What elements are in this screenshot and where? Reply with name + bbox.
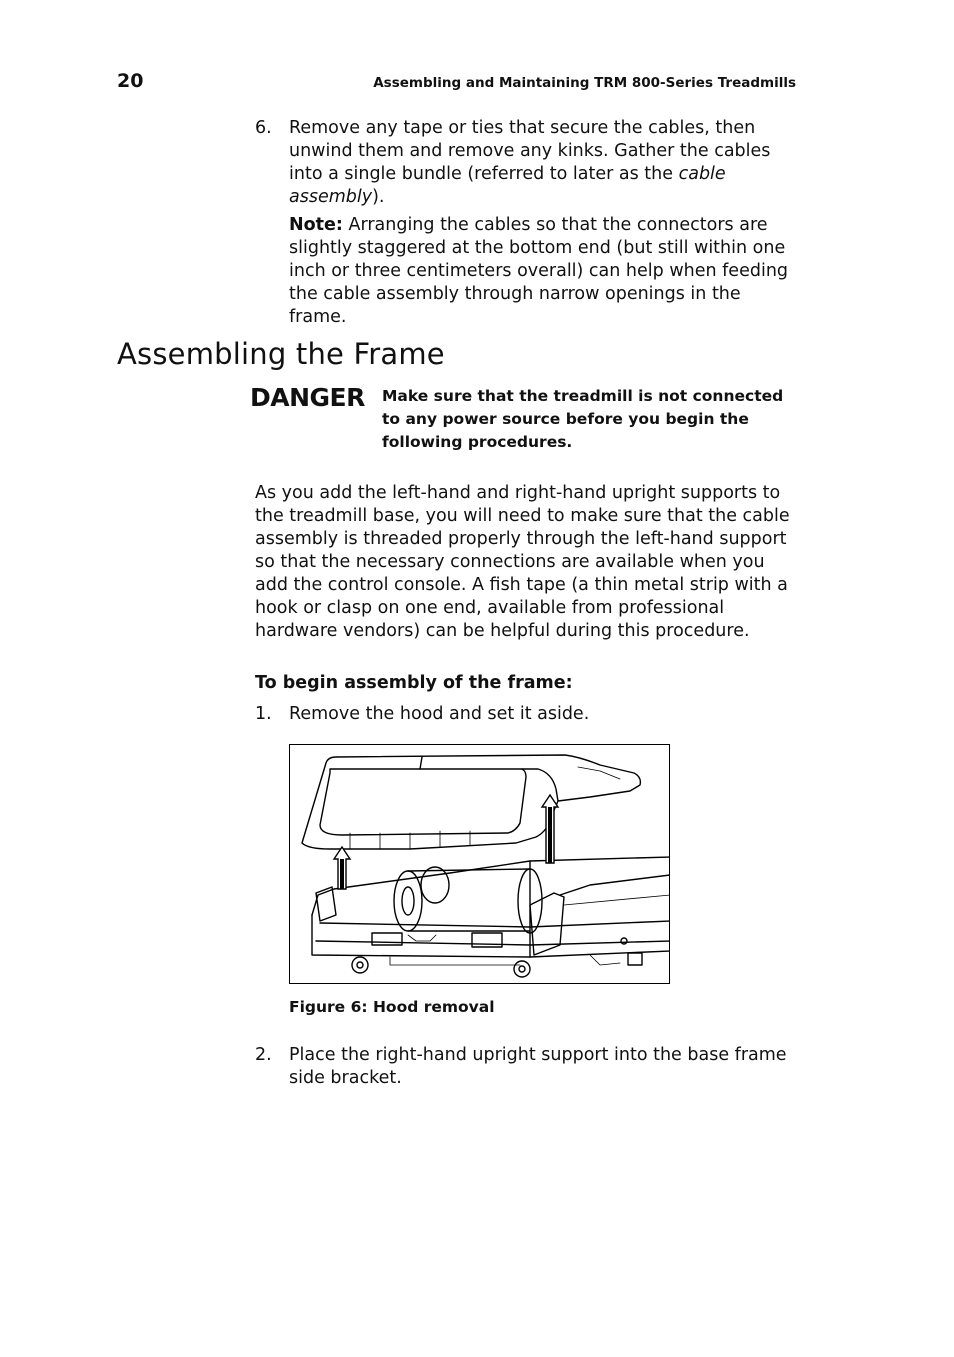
up-arrow-icon [334,847,350,889]
danger-label: DANGER [250,383,365,412]
italic-term: cable assembly [289,164,726,207]
step-2-text: Place the right-hand upright support into the base frame side bracket. [289,1045,787,1088]
step-6-number: 6. [255,118,272,138]
danger-text: Make sure that the treadmill is not connected to any power source before you begin the following procedures. [382,387,784,451]
page-number: 20 [117,70,144,92]
hood-removal-figure [289,744,670,984]
intro-paragraph: As you add the left-hand and right-hand upright supports to the treadmill base, you will need to make sure that the cable assembly is threaded properly through the left-hand support so that the necessary connections are available when you add the control console. A fish tape (a thin metal strip with a hook or clasp on one end, available from professional hardware vendors) can be helpful during this procedure. [255,483,790,641]
procedure-heading: To begin assembly of the frame: [255,673,573,693]
up-arrow-icon [542,795,558,863]
running-header: Assembling and Maintaining TRM 800-Series Treadmills [373,75,796,91]
step-6-text: Remove any tape or ties that secure the cables, then unwind them and remove any kinks. Gather the cables into a single bundle (referred to later as the cable assembly). [289,118,771,207]
treadmill-illustration [290,745,670,984]
step-1-number: 1. [255,704,272,724]
note-label: Note: [289,215,343,235]
step-6-note: Note: Arranging the cables so that the connectors are slightly staggered at the bottom end (but still within one inch or three centimeters overall) can help when feeding the cable assembly through narrow openings in the frame. [289,215,789,327]
step-2-number: 2. [255,1045,272,1065]
figure-caption: Figure 6: Hood removal [289,998,495,1016]
section-title: Assembling the Frame [117,337,445,371]
step-1-text: Remove the hood and set it aside. [289,704,590,724]
